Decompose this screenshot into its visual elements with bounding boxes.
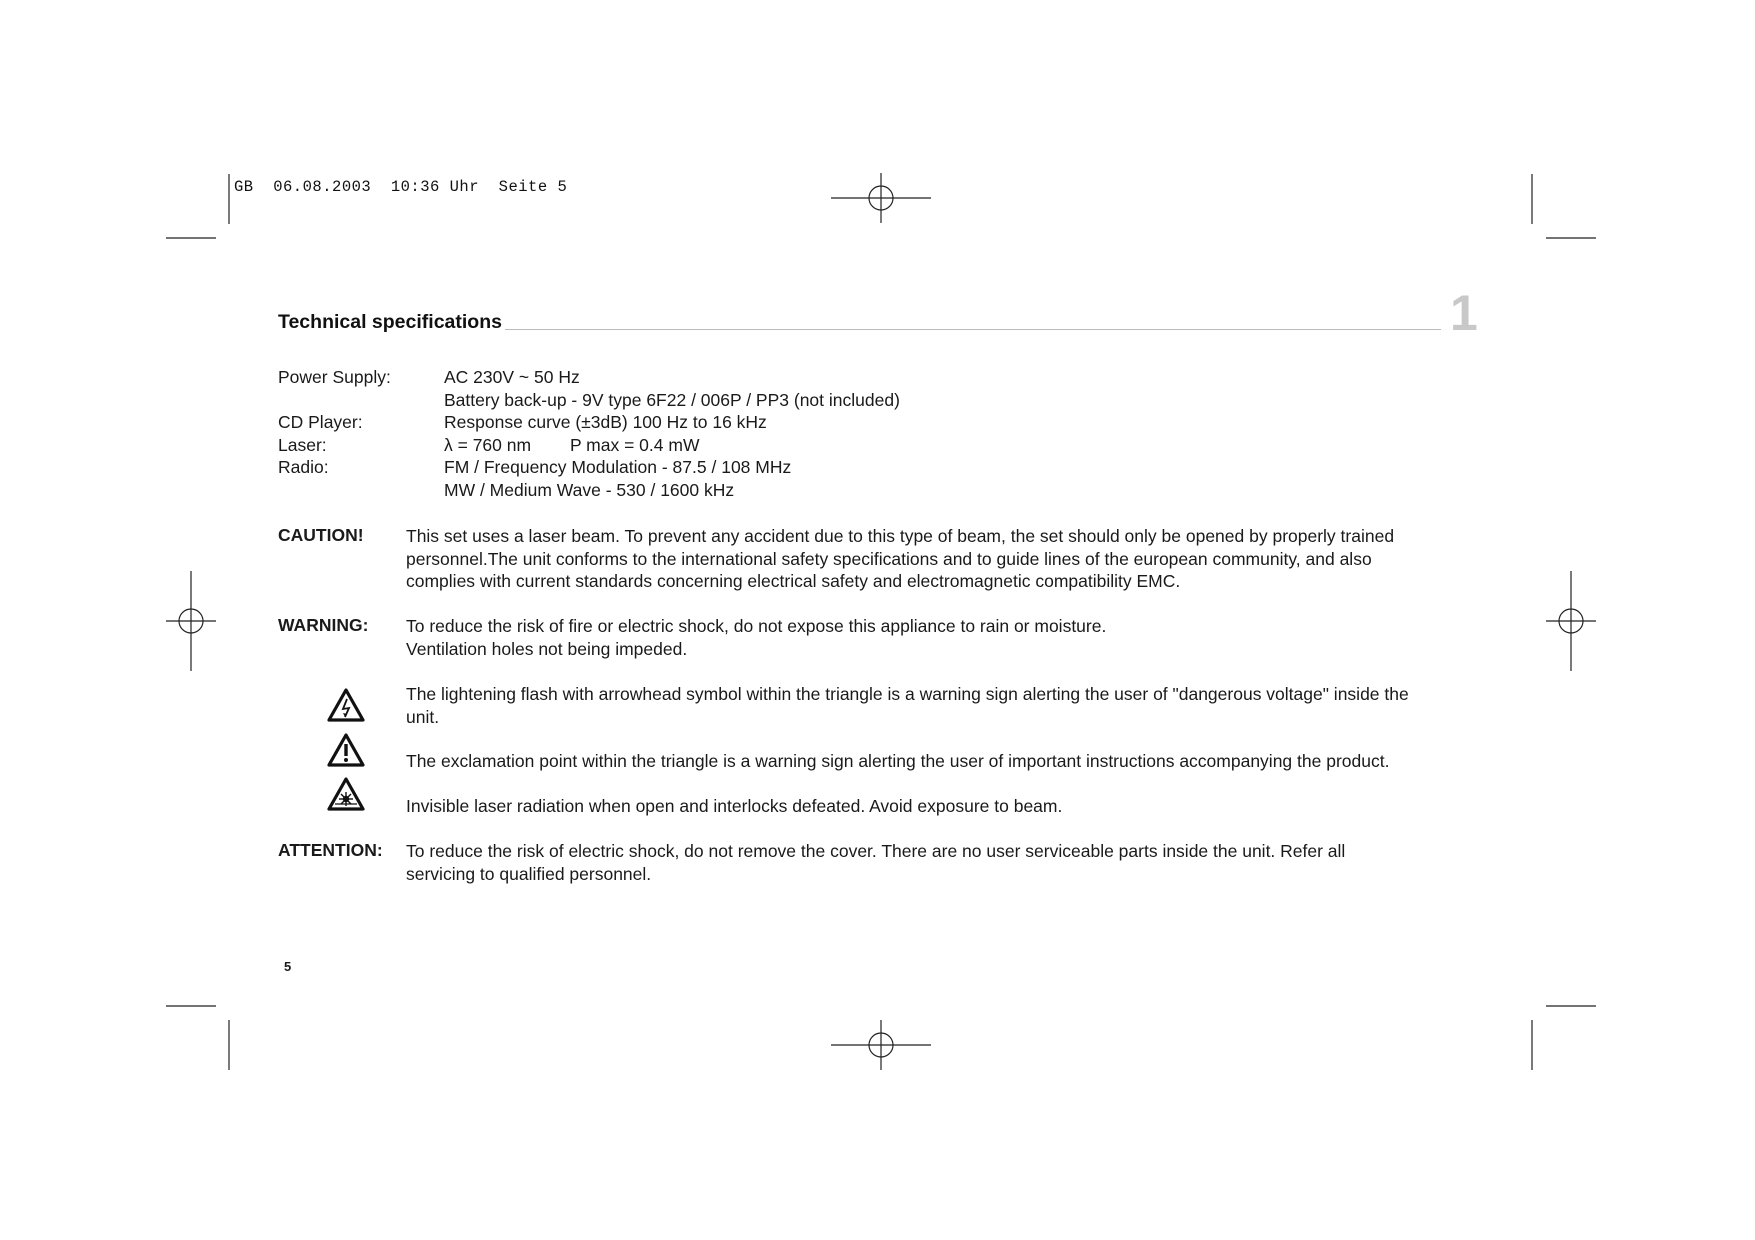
print-slug: GB 06.08.2003 10:36 Uhr Seite 5 [234,178,568,196]
spec-label-power: Power Supply: [278,367,391,387]
caution-label: CAUTION! [278,525,364,545]
warning-text-2: Ventilation holes not being impeded. [406,639,688,659]
section-title: Technical specifications [278,311,502,333]
spec-label-cd: CD Player: [278,412,363,432]
attention-text: To reduce the risk of electric shock, do not remove the cover. There are no user serviceable parts inside the unit. Refer all servicing to qualified personnel. [406,841,1346,884]
chapter-number: 1 [1450,285,1478,341]
symbol-text-exclamation: The exclamation point within the triangle is a warning sign alerting the user of important instructions accompanying the product. [406,751,1390,771]
page-number: 5 [284,959,292,974]
lightning-triangle-icon [326,687,366,723]
spec-value-battery: Battery back-up - 9V type 6F22 / 006P / PP3 (not included) [444,390,900,410]
attention-label: ATTENTION: [278,840,383,860]
spec-value-mw: MW / Medium Wave - 530 / 1600 kHz [444,480,735,500]
exclamation-triangle-icon [326,732,366,768]
spec-label-radio: Radio: [278,457,329,477]
warning-label: WARNING: [278,615,369,635]
spec-value-fm: FM / Frequency Modulation - 87.5 / 108 MHz [444,457,792,477]
registration-mark-right [1546,571,1596,671]
registration-mark-top [831,173,931,223]
spec-label-laser: Laser: [278,435,327,455]
registration-mark-bottom [831,1020,931,1070]
registration-mark-left [166,571,216,671]
spec-value-cd: Response curve (±3dB) 100 Hz to 16 kHz [444,412,767,432]
symbol-text-laser: Invisible laser radiation when open and interlocks defeated. Avoid exposure to beam. [406,796,1063,816]
warning-text-1: To reduce the risk of fire or electric shock, do not expose this appliance to rain or moisture. [406,616,1107,636]
spec-value-laser: λ = 760 nm P max = 0.4 mW [444,435,700,455]
laser-triangle-icon [326,776,366,812]
caution-text: This set uses a laser beam. To prevent any accident due to this type of beam, the set should only be opened by properly trained personnel.The unit conforms to the international safety specifications and to guide lines of the european community, and also complies with current standards concerning electrical safety and electromagnetic compatibility EMC. [406,526,1395,591]
title-rule [505,329,1441,330]
symbol-text-lightning: The lightening flash with arrowhead symbol within the triangle is a warning sign alerting the user of "dangerous voltage" inside the unit. [406,684,1409,727]
spec-value-power: AC 230V ~ 50 Hz [444,367,580,387]
